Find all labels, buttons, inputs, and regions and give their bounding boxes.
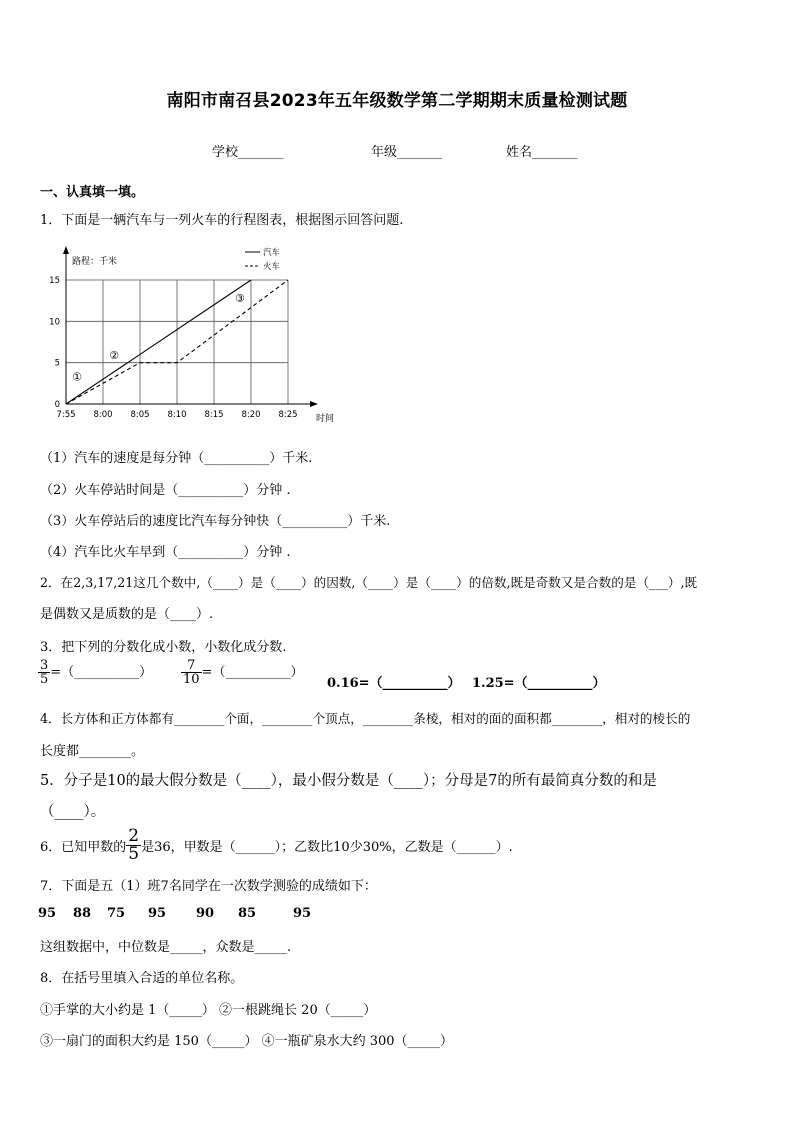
q1-sub3: （3）火车停站后的速度比汽车每分钟快（__________）千米.: [40, 514, 391, 529]
chart-annotation: ②: [109, 349, 120, 363]
y-tick-label: 5: [54, 358, 60, 369]
q3-item-decimal-2: 1.25=（__________）: [472, 676, 606, 691]
score: 95: [148, 906, 167, 921]
name-field[interactable]: [506, 141, 578, 160]
y-tick-label: 0: [54, 400, 60, 410]
y-tick-label: 15: [49, 276, 60, 286]
x-tick-label: 7:55: [56, 410, 76, 420]
score: 90: [196, 906, 215, 921]
score: 85: [238, 906, 257, 921]
q8-row2: ③一扇门的面积大约是 150（_____） ④一瓶矿泉水大约 300（_____）: [40, 1034, 454, 1049]
q2-line2: 是偶数又是质数的是（____）.: [40, 607, 214, 622]
x-tick-label: 8:20: [241, 410, 261, 420]
score: 95: [38, 906, 57, 921]
school-field[interactable]: [212, 141, 284, 160]
q3-item-decimal-1: 0.16=（__________）: [327, 676, 461, 691]
page-title: 南阳市南召县2023年五年级数学第二学期期末质量检测试题: [166, 91, 628, 111]
q4-line1: 4．长方体和正方体都有________个面，________个顶点，________条棱，相对的面的面积都________，相对的棱长的: [40, 711, 691, 726]
x-tick-label: 8:15: [204, 410, 224, 420]
fraction-7-10: $\frac{7}{10}$: [183, 658, 200, 687]
q1-sub1: （1）汽车的速度是每分钟（__________）千米.: [40, 451, 313, 466]
grade-field[interactable]: [371, 141, 443, 160]
chart-legend: [245, 247, 281, 272]
q1-sub4: （4）汽车比火车早到（__________）分钟 .: [40, 545, 291, 560]
y-tick-label: 10: [49, 317, 60, 328]
q3-item-fraction-1: $\frac{3}{5}$ =（__________）: [40, 658, 153, 687]
q6-line: 6．已知甲数的 $\frac{2}{5}$ 是36，甲数是（______）；乙数比10少30%，乙数是（______）.: [40, 826, 513, 864]
travel-chart: [38, 240, 348, 430]
grade-blank: _______: [397, 145, 443, 160]
x-tick-label: 8:05: [130, 410, 150, 420]
q5-line2: （____）。: [40, 804, 106, 820]
y-axis-arrow: [63, 246, 69, 254]
q1-sub2: （2）火车停站时间是（__________）分钟 .: [40, 483, 291, 498]
chart-annotation: ③: [234, 292, 245, 306]
q3-item-fraction-2: $\frac{7}{10}$ =（__________）: [183, 658, 304, 687]
series-car-line: [66, 280, 251, 404]
fraction-2-5: $\frac{2}{5}$: [128, 826, 140, 864]
q8-stem: 8．在括号里填入合适的单位名称。: [40, 971, 244, 986]
school-blank: _______: [238, 145, 284, 160]
q8-row1: ①手掌的大小约是 1（_____） ②一根跳绳长 20（_____）: [40, 1003, 377, 1018]
fraction-3-5: $\frac{3}{5}$: [40, 658, 49, 687]
school-label: 学校: [212, 145, 239, 160]
section-heading: 一、认真填一填。: [40, 185, 145, 200]
q3-stem: 3．把下列的分数化成小数，小数化成分数.: [40, 640, 287, 655]
chart-ticks: [49, 276, 297, 420]
chart-annotation: ①: [72, 370, 83, 384]
legend-car-label: 汽车: [263, 248, 281, 258]
score: 88: [73, 906, 92, 921]
chart-annotations: [72, 292, 245, 384]
q5-line1: 5．分子是10的最大假分数是（____），最小假分数是（____）；分母是7的所有最简真分数的和是: [40, 773, 657, 789]
grade-label: 年级: [371, 145, 398, 160]
x-axis-arrow: [310, 401, 318, 407]
q4-line2: 长度都________。: [40, 744, 145, 759]
chart-ylabel: 路程：千米: [72, 257, 118, 267]
x-tick-label: 8:00: [93, 410, 113, 420]
q7-scores: [38, 906, 311, 921]
x-tick-label: 8:10: [167, 410, 187, 420]
name-label: 姓名: [506, 145, 533, 160]
name-blank: _______: [532, 145, 578, 160]
q7-ask: 这组数据中，中位数是_____，众数是_____.: [40, 940, 292, 955]
chart-xlabel: 时间: [316, 414, 335, 424]
q1-stem: 1．下面是一辆汽车与一列火车的行程图表，根据图示回答问题.: [40, 213, 404, 228]
score: 95: [293, 906, 312, 921]
legend-train-label: 火车: [263, 262, 281, 272]
q7-stem: 7．下面是五（1）班7名同学在一次数学测验的成绩如下：: [40, 879, 377, 894]
score: 75: [107, 906, 126, 921]
x-tick-label: 8:25: [278, 410, 298, 420]
q2-line1: 2．在2,3,17,21这几个数中,（____）是（____）的因数,（____）是（____）的倍数,既是奇数又是合数的是（___）,既: [40, 575, 698, 590]
